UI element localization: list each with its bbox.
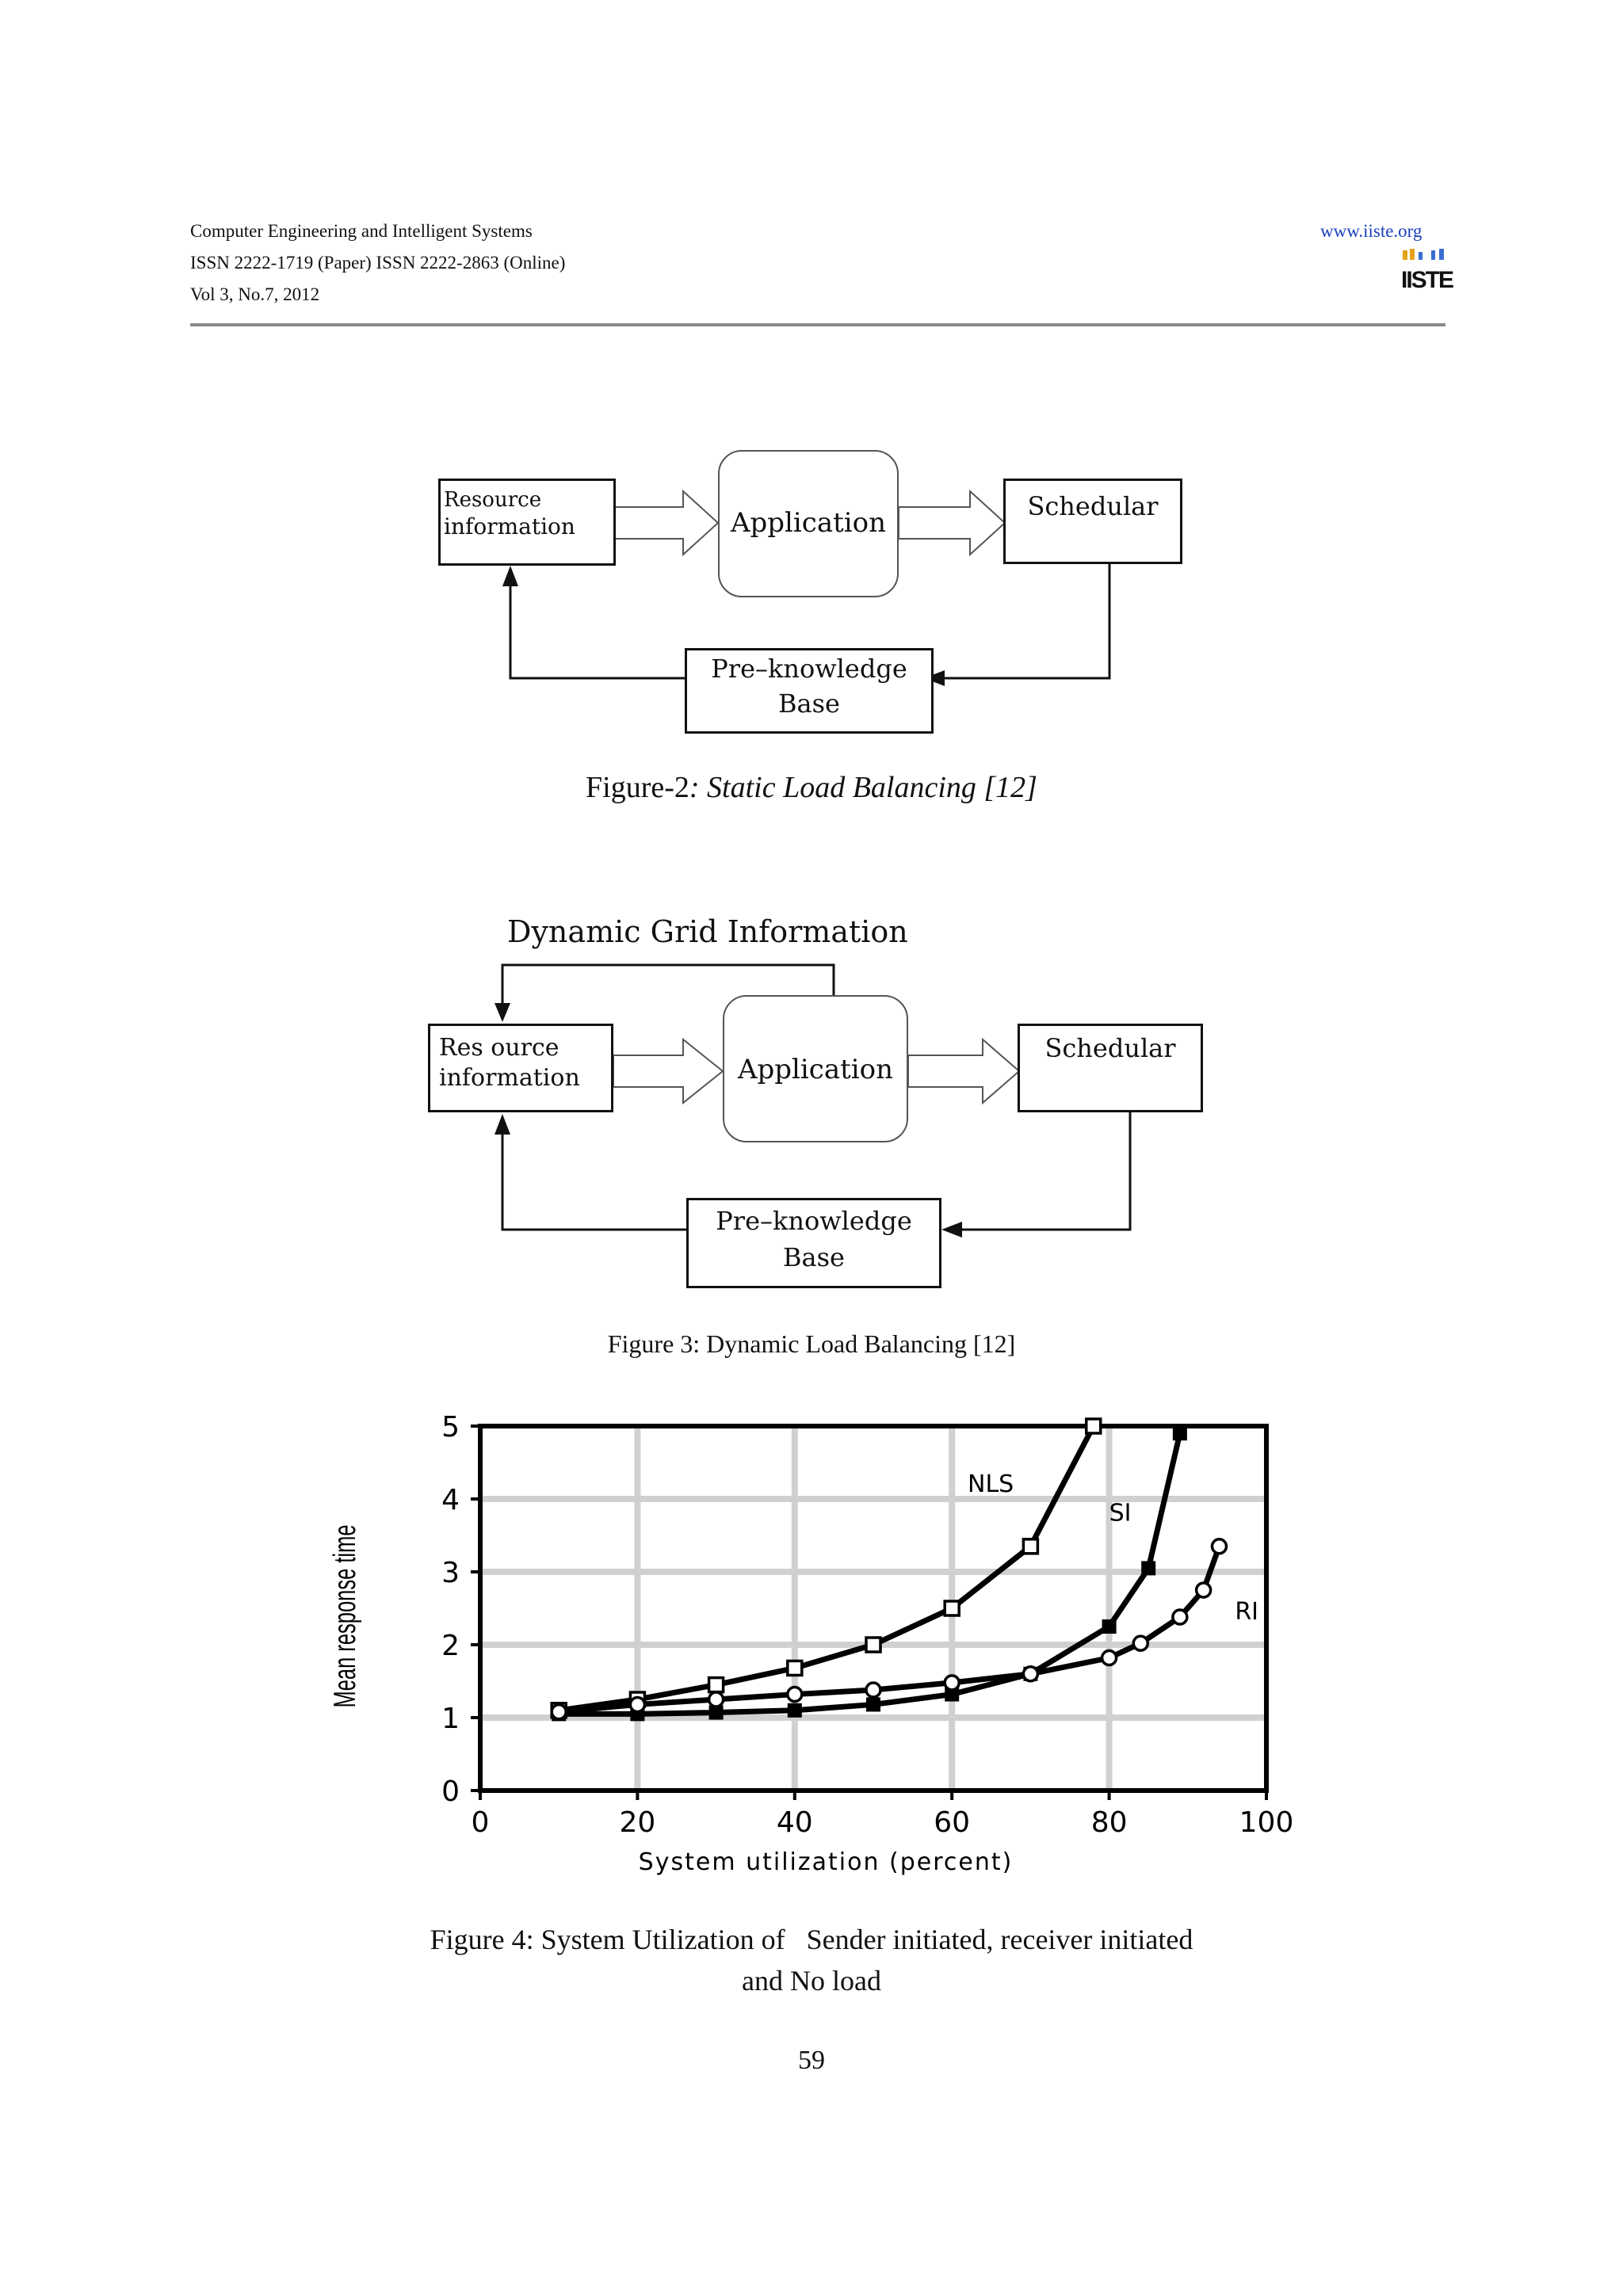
figure-4-caption-line-1: Figure 4: System Utilization of Sender initiated, receiver initiated	[430, 1924, 1193, 1955]
resource-label-2: information	[439, 1064, 580, 1092]
x-tick-label: 40	[776, 1806, 813, 1839]
x-tick-label: 60	[934, 1806, 971, 1839]
series-label-si: SI	[1109, 1499, 1132, 1527]
figure-4-chart	[301, 1402, 1331, 1894]
point-si	[866, 1697, 880, 1711]
figure-2-caption-title: : Static Load Balancing [12]	[689, 771, 1037, 804]
schedular-label: Schedular	[1044, 1033, 1176, 1063]
preknowledge-label-1: Pre–knowledge	[716, 1206, 912, 1236]
point-ri	[1102, 1651, 1117, 1665]
point-si	[1102, 1619, 1117, 1634]
point-nls	[788, 1661, 802, 1675]
point-ri	[1133, 1636, 1148, 1650]
point-nls	[709, 1678, 724, 1692]
figure-2-caption-prefix: Figure-2	[586, 771, 689, 804]
volume-line: Vol 3, No.7, 2012	[190, 284, 320, 304]
x-tick-label: 20	[619, 1806, 656, 1839]
application-label: Application	[730, 507, 887, 539]
point-nls	[1023, 1539, 1037, 1554]
point-ri	[945, 1676, 959, 1690]
point-ri	[1212, 1539, 1226, 1554]
preknowledge-label-2: Base	[778, 688, 840, 719]
figure-4-caption-line-2: and No load	[742, 1965, 881, 1997]
x-tick-label: 0	[471, 1806, 490, 1839]
y-tick-label: 5	[441, 1411, 460, 1444]
resource-label-2: information	[444, 513, 575, 540]
point-si	[788, 1703, 802, 1718]
preknowledge-label-2: Base	[783, 1242, 845, 1272]
point-nls	[1086, 1419, 1101, 1433]
point-ri	[709, 1692, 724, 1707]
preknowledge-label-1: Pre–knowledge	[711, 654, 907, 684]
series-label-ri: RI	[1235, 1597, 1259, 1626]
x-tick-label: 80	[1090, 1806, 1128, 1839]
x-tick-label: 100	[1239, 1806, 1294, 1839]
schedular-label: Schedular	[1027, 491, 1159, 521]
application-label: Application	[737, 1054, 894, 1085]
website-link[interactable]: www.iiste.org	[1320, 221, 1423, 241]
y-tick-label: 0	[441, 1775, 460, 1808]
y-axis-label: Mean response time	[327, 1524, 362, 1708]
dynamic-grid-information-label: Dynamic Grid Information	[507, 914, 908, 949]
point-ri	[1173, 1610, 1187, 1624]
issn-line: ISSN 2222-1719 (Paper) ISSN 2222-2863 (Online)	[190, 253, 566, 273]
logo-text: IISTE	[1401, 267, 1453, 293]
point-nls	[945, 1601, 959, 1615]
x-axis-label: System utilization (percent)	[638, 1848, 1014, 1876]
y-tick-label: 1	[441, 1703, 460, 1735]
resource-label-1: Resource	[444, 488, 542, 512]
point-nls	[866, 1638, 880, 1652]
journal-title: Computer Engineering and Intelligent Systems	[190, 221, 533, 241]
point-ri	[630, 1697, 644, 1711]
point-ri	[788, 1688, 802, 1702]
plot-frame	[480, 1426, 1266, 1791]
y-tick-label: 4	[441, 1484, 460, 1516]
figure-4-caption	[0, 1919, 1623, 2001]
series-label-nls: NLS	[968, 1470, 1014, 1498]
figure-3-caption: Figure 3: Dynamic Load Balancing [12]	[607, 1329, 1016, 1358]
y-tick-label: 2	[441, 1630, 460, 1662]
point-ri	[866, 1683, 880, 1697]
y-tick-label: 3	[441, 1557, 460, 1589]
point-ri	[552, 1705, 566, 1719]
point-si	[1141, 1561, 1155, 1575]
resource-label-1: Res ource	[439, 1034, 559, 1062]
page-number: 59	[798, 2046, 825, 2075]
response-time-chart	[301, 1402, 1331, 1894]
point-si	[1173, 1426, 1187, 1440]
point-ri	[1197, 1583, 1211, 1597]
point-ri	[1023, 1667, 1037, 1681]
